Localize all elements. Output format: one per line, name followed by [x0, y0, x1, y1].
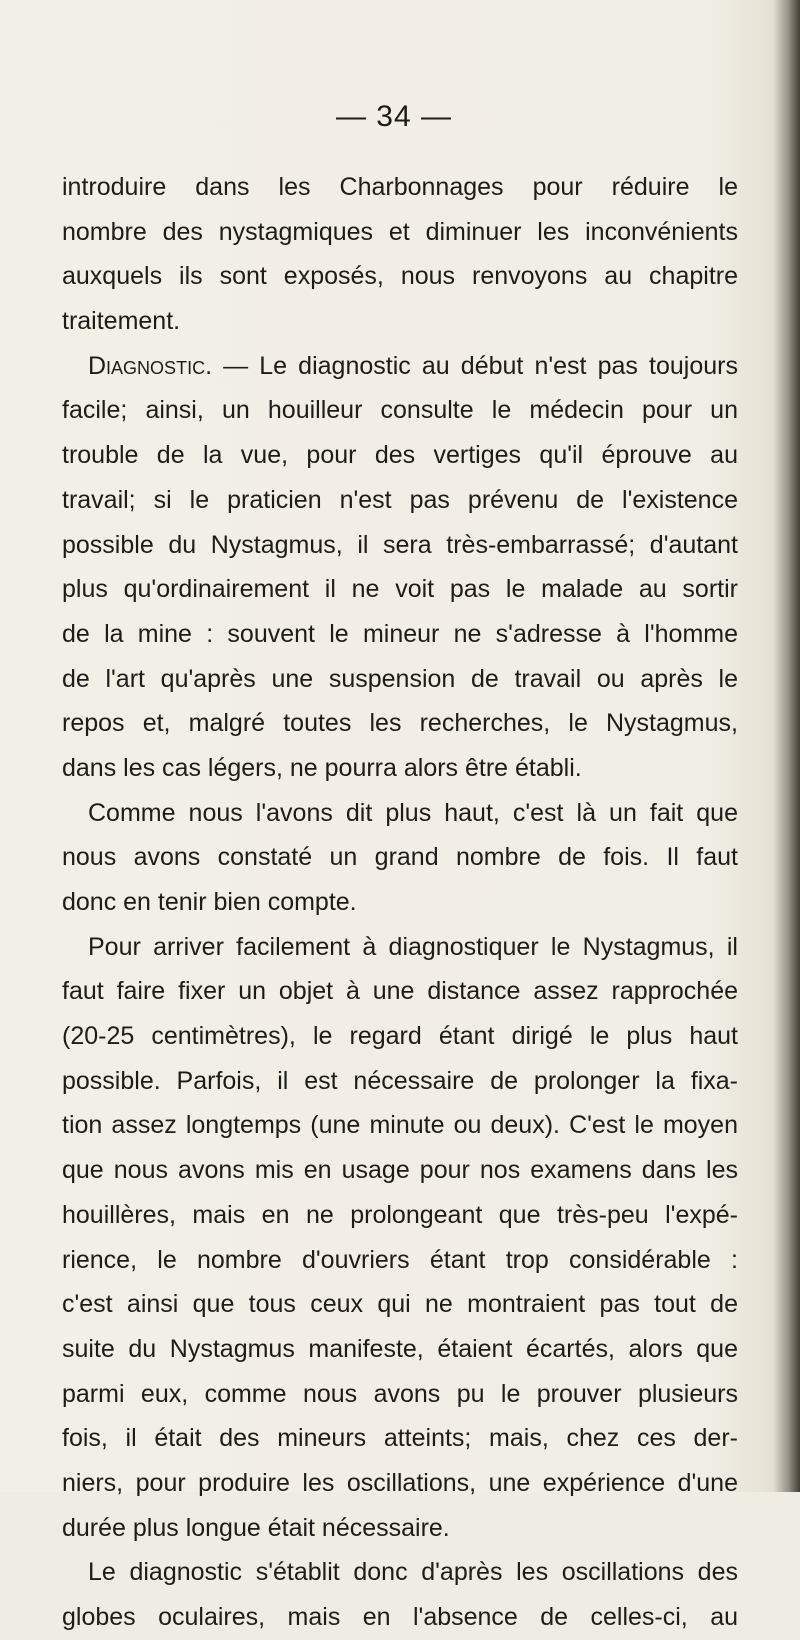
text-line: trouble de la vue, pour des vertiges qu'il éprouve au: [62, 441, 738, 470]
text-line: dans les cas légers, ne pourra alors être établi.: [62, 753, 582, 782]
text-line: c'est ainsi que tous ceux qui ne montraient pas tout de: [62, 1290, 738, 1319]
text-line: (20-25 centimètres), le regard étant dirigé le plus haut: [62, 1022, 738, 1051]
text-line: travail; si le praticien n'est pas prévenu de l'existence: [62, 485, 738, 514]
text-line: auxquels ils sont exposés, nous renvoyons au chapitre: [62, 262, 738, 291]
text-line: durée plus longue était nécessaire.: [62, 1513, 450, 1542]
text-line: repos et, malgré toutes les recherches, le Nystagmus,: [62, 709, 738, 738]
text-line: niers, pour produire les oscillations, une expérience d'une: [62, 1468, 738, 1497]
text-line: houillères, mais en ne prolongeant que très-peu l'expé-: [62, 1200, 738, 1229]
text-line: tion assez longtemps (une minute ou deux). C'est le moyen: [62, 1111, 738, 1140]
text-line: possible du Nystagmus, il sera très-embarrassé; d'autant: [62, 530, 738, 559]
text-line: rience, le nombre d'ouvriers étant trop considérable :: [62, 1245, 738, 1274]
text-line: donc en tenir bien compte.: [62, 888, 357, 916]
text-line: facile; ainsi, un houilleur consulte le médecin pour un: [62, 396, 738, 425]
body-text: [62, 165, 738, 1640]
text-line: de l'art qu'après une suspension de travail ou après le: [62, 664, 738, 693]
page-number: — 34 —: [335, 100, 453, 133]
paragraph-diagnostic-first-line: [62, 344, 738, 389]
text-line: Pour arriver facilement à diagnostiquer le Nystagmus, il: [88, 932, 738, 961]
text-line: Comme nous l'avons dit plus haut, c'est là un fait que: [88, 798, 738, 827]
text-line: traitement.: [62, 307, 181, 336]
text-line: Le diagnostic s'établit donc d'après les oscillations des: [88, 1558, 738, 1587]
text-line: possible. Parfois, il est nécessaire de prolonger la fixa-: [62, 1066, 738, 1095]
text-line: parmi eux, comme nous avons pu le prouver plusieurs: [62, 1379, 738, 1408]
text-line: plus qu'ordinairement il ne voit pas le malade au sortir: [62, 575, 738, 604]
text-line: suite du Nystagmus manifeste, étaient écartés, alors que: [62, 1334, 738, 1363]
text-line: fois, il était des mineurs atteints; mais, chez ces der-: [62, 1424, 738, 1453]
text-line: faut faire fixer un objet à une distance assez rapprochée: [62, 977, 738, 1006]
text-line: introduire dans les Charbonnages pour réduire le: [62, 173, 738, 201]
binding-shadow: [774, 0, 800, 1492]
text-line: — Le diagnostic au début n'est pas toujours: [223, 351, 738, 380]
text-line: nombre des nystagmiques et diminuer les inconvénients: [62, 217, 738, 246]
text-line: nous avons constaté un grand nombre de fois. Il faut: [62, 843, 738, 872]
text-line: globes oculaires, mais en l'absence de celles-ci, au: [62, 1603, 738, 1631]
text-line: que nous avons mis en usage pour nos examens dans les: [62, 1156, 738, 1185]
text-line: de la mine : souvent le mineur ne s'adresse à l'homme: [62, 619, 738, 648]
section-heading: Diagnostic.: [88, 351, 213, 380]
